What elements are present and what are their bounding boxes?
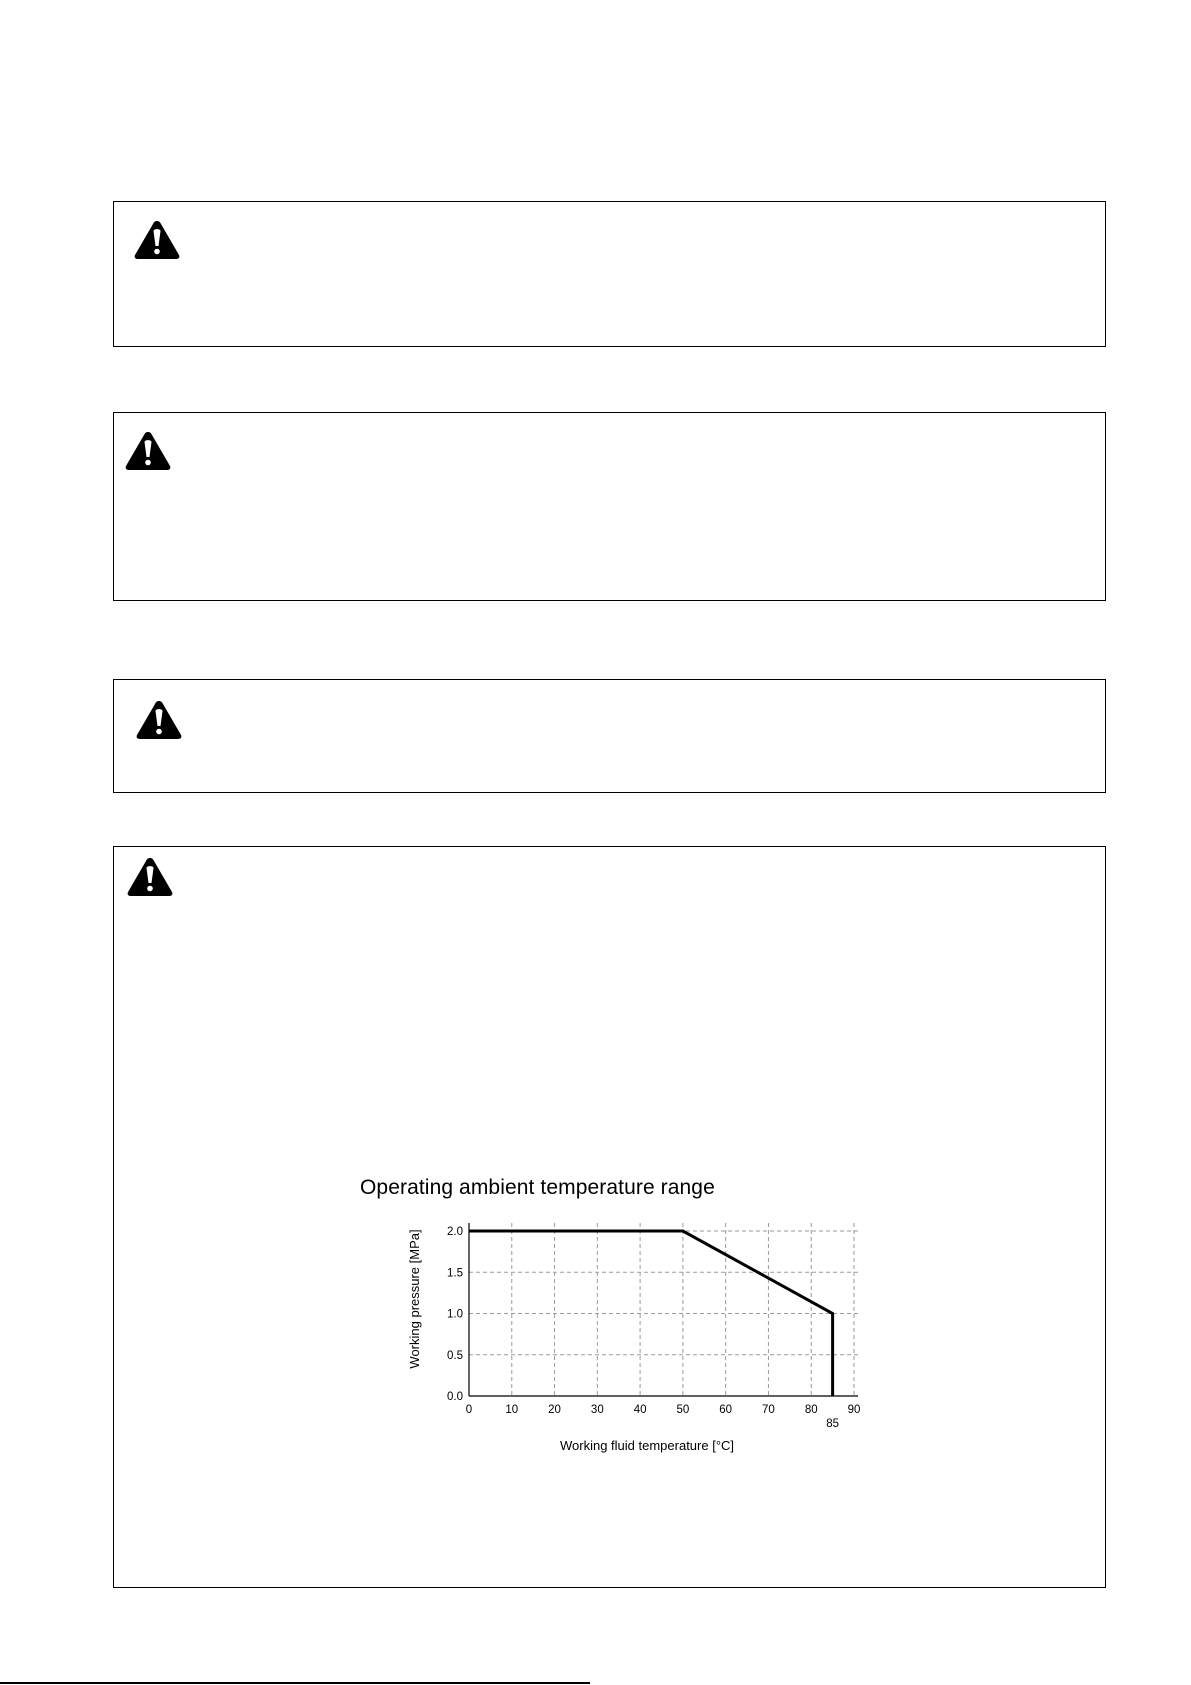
y-tick-label: 0.5 (447, 1349, 463, 1362)
x-tick-label: 10 (505, 1404, 519, 1416)
x-tick-labels (466, 1404, 861, 1430)
x-tick-label: 80 (804, 1404, 818, 1416)
y-tick-label: 1.5 (447, 1267, 463, 1280)
chart-axes (469, 1223, 858, 1396)
x-axis-label: Working fluid temperature [°C] (559, 1438, 735, 1453)
chart-title: Operating ambient temperature range (360, 1176, 715, 1199)
warning-triangle-icon (134, 698, 184, 742)
x-tick-label: 70 (762, 1404, 775, 1416)
x-tick-label-85: 85 (826, 1418, 840, 1430)
x-tick-label: 60 (719, 1404, 733, 1416)
warning-triangle-icon (125, 855, 175, 899)
y-tick-labels (447, 1226, 463, 1403)
operating-range-chart (380, 1210, 870, 1460)
warning-triangle-icon (132, 218, 182, 262)
x-tick-label: 20 (548, 1404, 561, 1416)
x-tick-label: 0 (465, 1404, 473, 1416)
warning-triangle-icon (123, 429, 173, 473)
x-tick-label: 50 (676, 1404, 690, 1416)
chart-grid (469, 1223, 858, 1396)
x-tick-label: 90 (847, 1404, 861, 1416)
x-tick-label: 40 (633, 1404, 647, 1416)
y-tick-label: 2.0 (447, 1226, 463, 1238)
warning-box-1 (113, 201, 1106, 347)
y-tick-label: 0.0 (447, 1391, 463, 1403)
y-tick-label: 1.0 (447, 1308, 463, 1321)
x-tick-label: 30 (590, 1404, 604, 1416)
warning-box-3 (113, 679, 1106, 793)
warning-box-2 (113, 412, 1106, 601)
y-axis-label: Working pressure [MPa] (407, 1229, 422, 1369)
footnote-separator (0, 1682, 590, 1684)
